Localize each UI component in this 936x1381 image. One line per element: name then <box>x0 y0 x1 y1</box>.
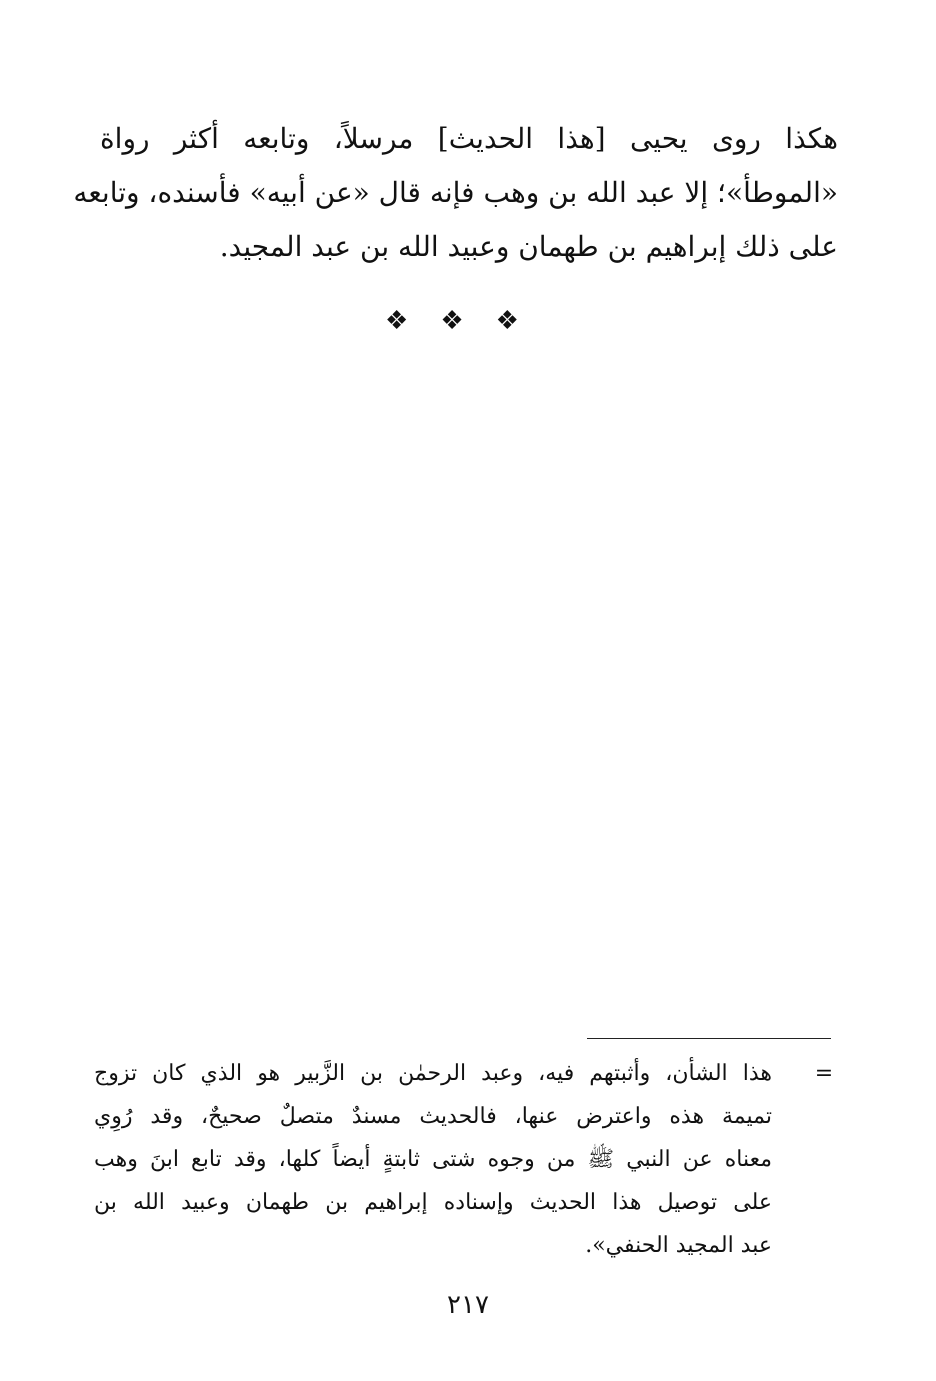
main-text-line: هكذا روى يحيى [هذا الحديث] مرسلاً، وتابعه أكثر رواة <box>100 122 838 155</box>
footnote-line: عبد المجيد الحنفي». <box>585 1233 772 1258</box>
footnote-continuation-marker: = <box>814 1061 834 1086</box>
main-text-line: «الموطأ»؛ إلا عبد الله بن وهب فإنه قال «عن أبيه» فأسنده، وتابعه <box>73 176 838 209</box>
main-text-block <box>73 112 838 274</box>
footnote-line: تميمة هذه واعترض عنها، فالحديث مسندٌ متصلٌ صحيحٌ، وقد رُوِي <box>94 1104 772 1129</box>
footnote-line: هذا الشأن، وأثبتهم فيه، وعبد الرحمٰن بن الزَّبير هو الذي كان تزوج <box>94 1061 772 1086</box>
main-text-line: على ذلك إبراهيم بن طهمان وعبيد الله بن عبد المجيد. <box>219 230 838 263</box>
section-divider-ornament: ❖❖❖ <box>385 306 551 336</box>
footnote-line: على توصيل هذا الحديث وإسناده إبراهيم بن طهمان وعبيد الله بن <box>94 1190 772 1215</box>
footnote-line: معناه عن النبي ﷺ من وجوه شتى ثابتةٍ أيضاً كلها، وقد تابع ابنَ وهب <box>94 1147 772 1172</box>
footnote-block <box>94 1052 834 1267</box>
footnote-separator-rule <box>587 1038 831 1039</box>
page-number: ٢١٧ <box>447 1290 489 1320</box>
footnote-body <box>94 1052 772 1267</box>
